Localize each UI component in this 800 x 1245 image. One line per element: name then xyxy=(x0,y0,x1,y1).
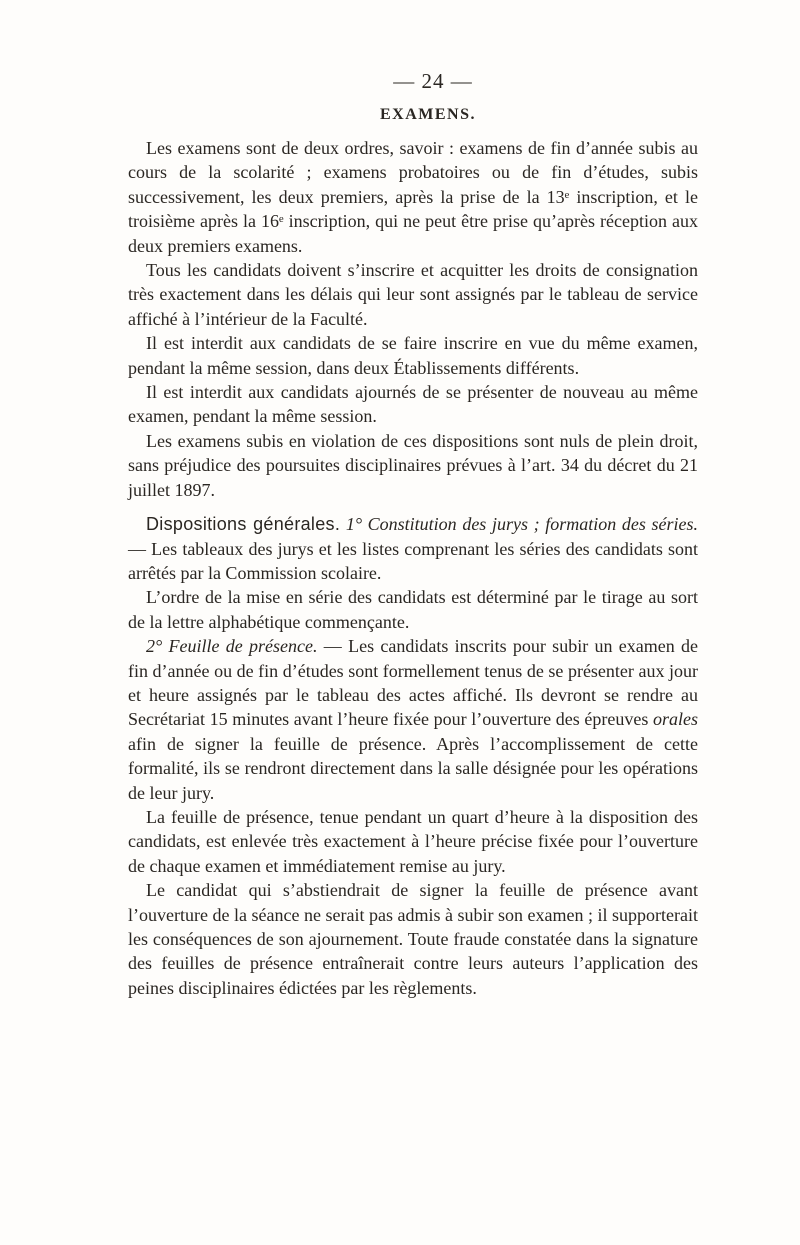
paragraph-sheet-removal: La feuille de présence, tenue pendant un quart d’heure à la disposition des candidats, est enlevée très exactement à l’heure précise fixée pour l’ouverture de chaque examen et immédiatement remise au jury. xyxy=(128,806,698,876)
item-2-text-a: — Les candidats inscrits pour subir un examen de fin d’année ou de fin d’études sont formellement tenus de se présenter aux jour et heure assignés par le tableau des actes affiché. Ils devront se rendre au Secrétariat 15 minutes avant l’heure fixée pour l’ouverture des épreuves xyxy=(128,636,699,730)
paragraph-two-establishments: Il est interdit aux candidats de se faire inscrire en vue du même examen, pendant la même session, dans deux Établissements différents. xyxy=(128,333,698,378)
paragraph-attendance-sheet xyxy=(128,634,698,805)
paragraph-adjourned-candidates: Il est interdit aux candidats ajournés de se présenter de nouveau au même examen, pendant la même session. xyxy=(128,382,698,427)
item-2-orales: orales xyxy=(653,709,698,730)
item-2-title: 2° Feuille de présence. xyxy=(146,636,318,657)
item-1-title: 1° Constitution des jurys ; formation des séries. xyxy=(345,514,699,535)
paragraph-abstention: Le candidat qui s’abstiendrait de signer la feuille de présence avant l’ouverture de la séance ne serait pas admis à subir son examen ; il supporterait les conséquences de son ajournement. Toute fraude constatée dans la signature des feuilles de présence entraînerait contre leurs auteurs l’application des peines disciplinaires édictées par les règlements. xyxy=(128,880,698,998)
general-provisions-title: Dispositions générales. xyxy=(146,514,341,535)
paragraph-general-provisions xyxy=(128,512,698,585)
paragraph-registration: Tous les candidats doivent s’inscrire et acquitter les droits de consignation très exactement dans les délais qui leur sont assignés par le tableau de service affiché à l’intérieur de la Faculté. xyxy=(128,260,698,329)
paragraph-violation-nullity: Les examens subis en violation de ces dispositions sont nuls de plein droit, sans préjudice des poursuites disciplinaires prévues à l’art. 34 du décret du 21 juillet 1897. xyxy=(128,430,698,500)
section-heading-examens: EXAMENS. xyxy=(379,106,476,123)
item-1-text: — Les tableaux des jurys et les listes comprenant les séries des candidats sont arrêtés par la Commission scolaire. xyxy=(128,538,698,583)
item-2-text-b: afin de signer la feuille de présence. Après l’accomplissement de cette formalité, ils se rendront directement dans la salle désignée pour les opérations de leur jury. xyxy=(128,733,698,803)
document-page xyxy=(128,66,698,1000)
page-number: — 24 — xyxy=(393,69,473,93)
paragraph-series-order: L’ordre de la mise en série des candidats est déterminé par le tirage au sort de la lettre alphabétique commençante. xyxy=(128,587,698,632)
paragraph-exam-orders: Les examens sont de deux ordres, savoir : examens de fin d’année subis au cours de la scolarité ; examens probatoires ou de fin d’études, subis successivement, les deux premiers, après la prise de la 13ᵉ inscription, et le troisième après la 16ᵉ inscription, qui ne peut être prise qu’après réception aux deux premiers examens. xyxy=(128,138,698,256)
